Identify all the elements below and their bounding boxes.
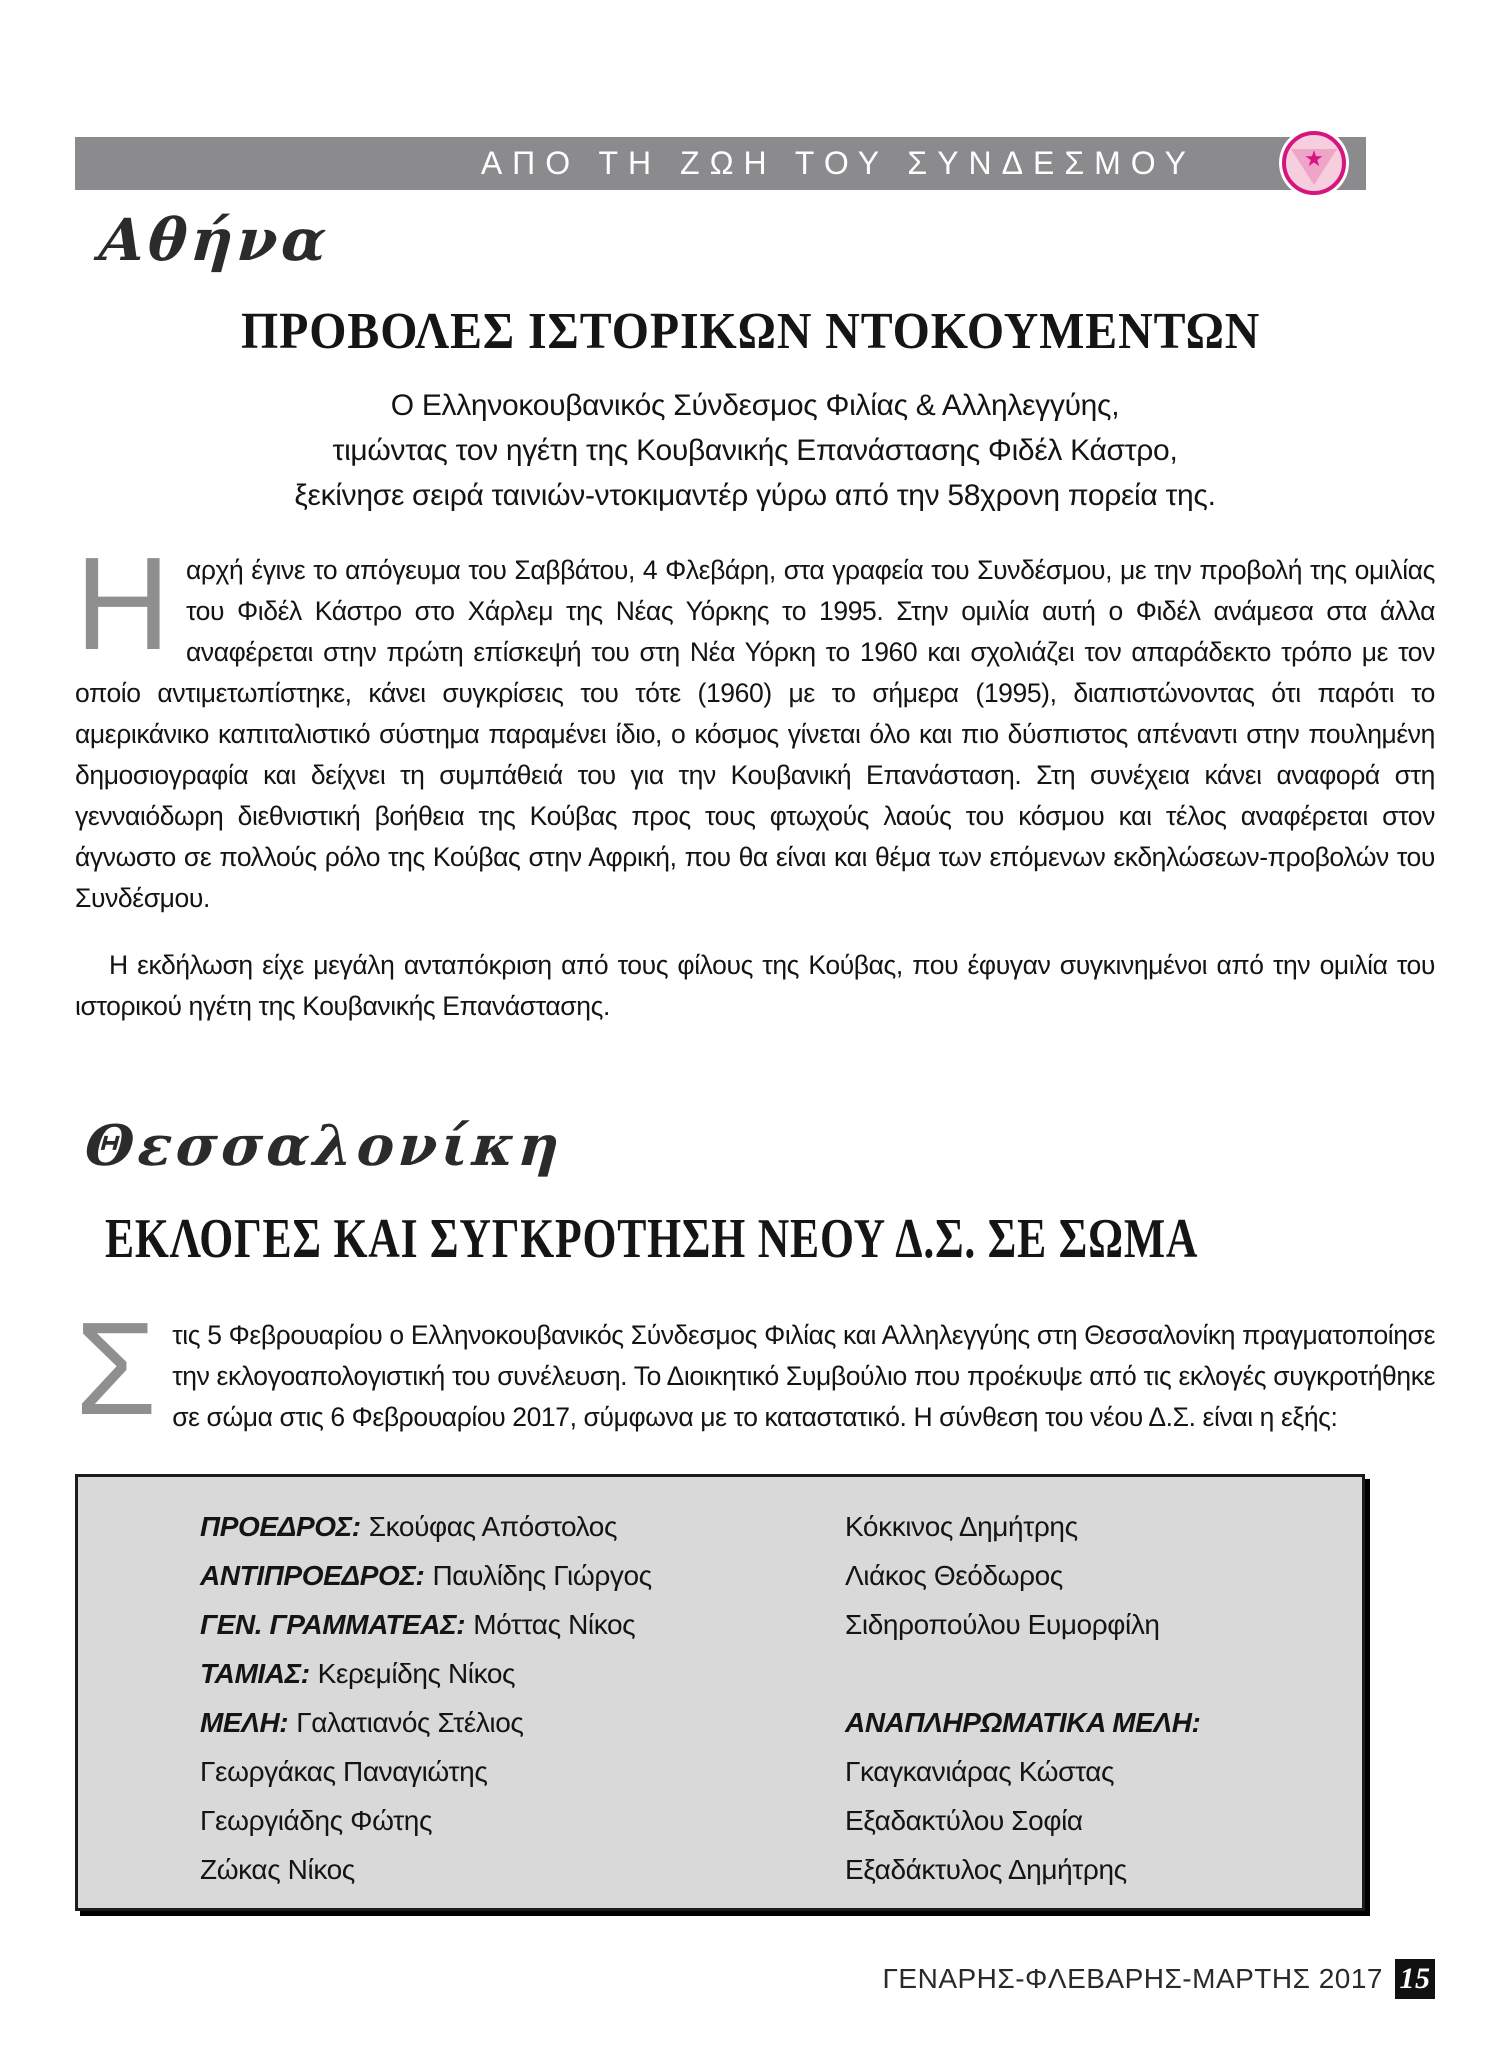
board-row (200, 1562, 1342, 1590)
board-member-name: Σιδηροπούλου Ευμορφίλη (845, 1609, 1160, 1640)
board-cell-right (845, 1856, 1342, 1884)
article-intro (75, 383, 1435, 518)
logo-star-icon: ★ (1304, 146, 1324, 171)
article-title-athens: ΠΡΟΒΟΛΕΣ ΙΣΤΟΡΙΚΩΝ ΝΤΟΚΟΥΜΕΝΤΩΝ (241, 303, 1261, 360)
intro-line: ξεκίνησε σειρά ταινιών-ντοκιμαντέρ γύρω από την 58χρονη πορεία της. (294, 479, 1216, 512)
location-label-athens: Αθήνα (97, 206, 333, 274)
board-member-name: Εξαδακτύλου Σοφία (845, 1805, 1083, 1836)
board-member-name: Εξαδάκτυλος Δημήτρης (845, 1854, 1127, 1885)
board-cell-right (845, 1758, 1342, 1786)
board-cell-right (845, 1562, 1342, 1590)
board-row (200, 1758, 1342, 1786)
board-cell-left (200, 1856, 845, 1884)
board-cell-left (200, 1709, 845, 1737)
board-role-label: ΜΕΛΗ: (200, 1707, 289, 1738)
board-cell-right (845, 1660, 1342, 1688)
board-member-name: Σκούφας Απόστολος (368, 1511, 618, 1542)
board-cell-right (845, 1807, 1342, 1835)
board-member-name: Γεωργιάδης Φώτης (200, 1805, 433, 1836)
board-member-name: Γκαγκανιάρας Κώστας (845, 1756, 1115, 1787)
article-body-athens-p2: Η εκδήλωση είχε μεγάλη ανταπόκριση από τους φίλους της Κούβας, που έφυγαν συγκινημένοι από την ομιλία του ιστορικού ηγέτη της Κουβανικής Επανάστασης. (75, 950, 1435, 1021)
board-cell-left (200, 1513, 845, 1541)
board-member-name: Λιάκος Θεόδωρος (845, 1560, 1063, 1591)
board-member-name: Γεωργάκας Παναγιώτης (200, 1756, 488, 1787)
intro-line: τιμώντας τον ηγέτη της Κουβανικής Επανάστασης Φιδέλ Κάστρο, (332, 434, 1178, 467)
board-role-label: ΤΑΜΙΑΣ: (200, 1658, 310, 1689)
body-text: τις 5 Φεβρουαρίου ο Ελληνοκουβανικός Σύνδεσμος Φιλίας και Αλληλεγγύης στη Θεσσαλονίκη πραγματοποίησε την εκλογοαπολογιστική του συνέλευση. Το Διοικητικό Συμβούλιο που προέκυψε από τις εκλογές συγκροτήθηκε σε σώμα στις 6 Φεβρουαρίου 2017, σύμφωνα με το καταστατικό. Η σύνθεση του νέου Δ.Σ. είναι η εξής: (172, 1320, 1435, 1432)
dropcap-letter: Η (75, 530, 170, 677)
article-body-thessaloniki (75, 1295, 1435, 1442)
board-cell-left (200, 1611, 845, 1639)
board-member-name: Γαλατιανός Στέλιος (296, 1707, 524, 1738)
board-role-label: ΑΝΑΠΛΗΡΩΜΑΤΙΚΑ ΜΕΛΗ: (845, 1707, 1201, 1738)
board-row (200, 1513, 1342, 1541)
board-member-name: Μόττας Νίκος (473, 1609, 636, 1640)
page-number-badge: 15 (1395, 1959, 1435, 1999)
article-body-athens (75, 530, 1435, 919)
association-logo-icon (1282, 131, 1346, 195)
board-row (200, 1611, 1342, 1639)
board-role-label: ΠΡΟΕΔΡΟΣ: (200, 1511, 361, 1542)
dropcap-letter: Σ (75, 1295, 157, 1442)
issue-label: ΓΕΝΑΡΗΣ-ΦΛΕΒΑΡΗΣ-ΜΑΡΤΗΣ 2017 (882, 1963, 1383, 1994)
board-cell-right (845, 1709, 1342, 1737)
board-row (200, 1660, 1342, 1688)
article-title-thessaloniki: ΕΚΛΟΓΕΣ ΚΑΙ ΣΥΓΚΡΟΤΗΣΗ ΝΕΟΥ Δ.Σ. ΣΕ ΣΩΜΑ (105, 1208, 1199, 1270)
board-row (200, 1856, 1342, 1884)
board-member-name: Παυλίδης Γιώργος (432, 1560, 652, 1591)
board-cell-left (200, 1807, 845, 1835)
board-cell-right (845, 1513, 1342, 1541)
section-banner-title: ΑΠΟ ΤΗ ΖΩΗ ΤΟΥ ΣΥΝΔΕΣΜΟΥ (480, 145, 1196, 181)
board-member-name: Ζώκας Νίκος (200, 1854, 355, 1885)
board-role-label: ΓΕΝ. ΓΡΑΜΜΑΤΕΑΣ: (200, 1609, 466, 1640)
board-role-label: ΑΝΤΙΠΡΟΕΔΡΟΣ: (200, 1560, 425, 1591)
board-members-box (75, 1474, 1365, 1911)
board-row (200, 1807, 1342, 1835)
board-member-name: Κερεμίδης Νίκος (317, 1658, 516, 1689)
board-cell-right (845, 1611, 1342, 1639)
board-cell-left (200, 1758, 845, 1786)
page-footer (75, 1959, 1435, 1999)
board-member-name: Κόκκινος Δημήτρης (845, 1511, 1078, 1542)
board-row (200, 1709, 1342, 1737)
location-label-thessaloniki: Θεσσαλονίκη (83, 1113, 566, 1179)
board-cell-left (200, 1660, 845, 1688)
body-text: αρχή έγινε το απόγευμα του Σαββάτου, 4 Φλεβάρη, στα γραφεία του Συνδέσμου, με την προβολή της ομιλίας του Φιδέλ Κάστρο στο Χάρλεμ της Νέας Υόρκης το 1995. Στην ομιλία αυτή ο Φιδέλ ανάμεσα στα άλλα αναφέρεται στην πρώτη επίσκεψή του στη Νέα Υόρκη το 1960 και σχολιάζει τον απαράδεκτο τρόπο με τον οποίο αντιμετωπίστηκε, κάνει συγκρίσεις του τότε (1960) με το σήμερα (1995), διαπιστώνοντας ότι παρότι το αμερικάνικο καπιταλιστικό σύστημα παραμένει ίδιο, ο κόσμος γίνεται όλο και πιο δύσπιστος απέναντι στην πουλημένη δημοσιογραφία και δείχνει τη συμπάθειά του για την Κουβανική Επανάσταση. Στη συνέχεια κάνει αναφορά στη γενναιόδωρη διεθνιστική βοήθεια της Κούβας προς τους φτωχούς λαούς του κόσμου και τέλος αναφέρεται στον άγνωστο σε πολλούς ρόλο της Κούβας στην Αφρική, που θα είναι και θέμα των επόμενων εκδηλώσεων-προβολών του Συνδέσμου. (75, 555, 1435, 913)
section-banner (75, 137, 1366, 190)
board-cell-left (200, 1562, 845, 1590)
intro-line: Ο Ελληνοκουβανικός Σύνδεσμος Φιλίας & Αλληλεγγύης, (390, 389, 1120, 422)
